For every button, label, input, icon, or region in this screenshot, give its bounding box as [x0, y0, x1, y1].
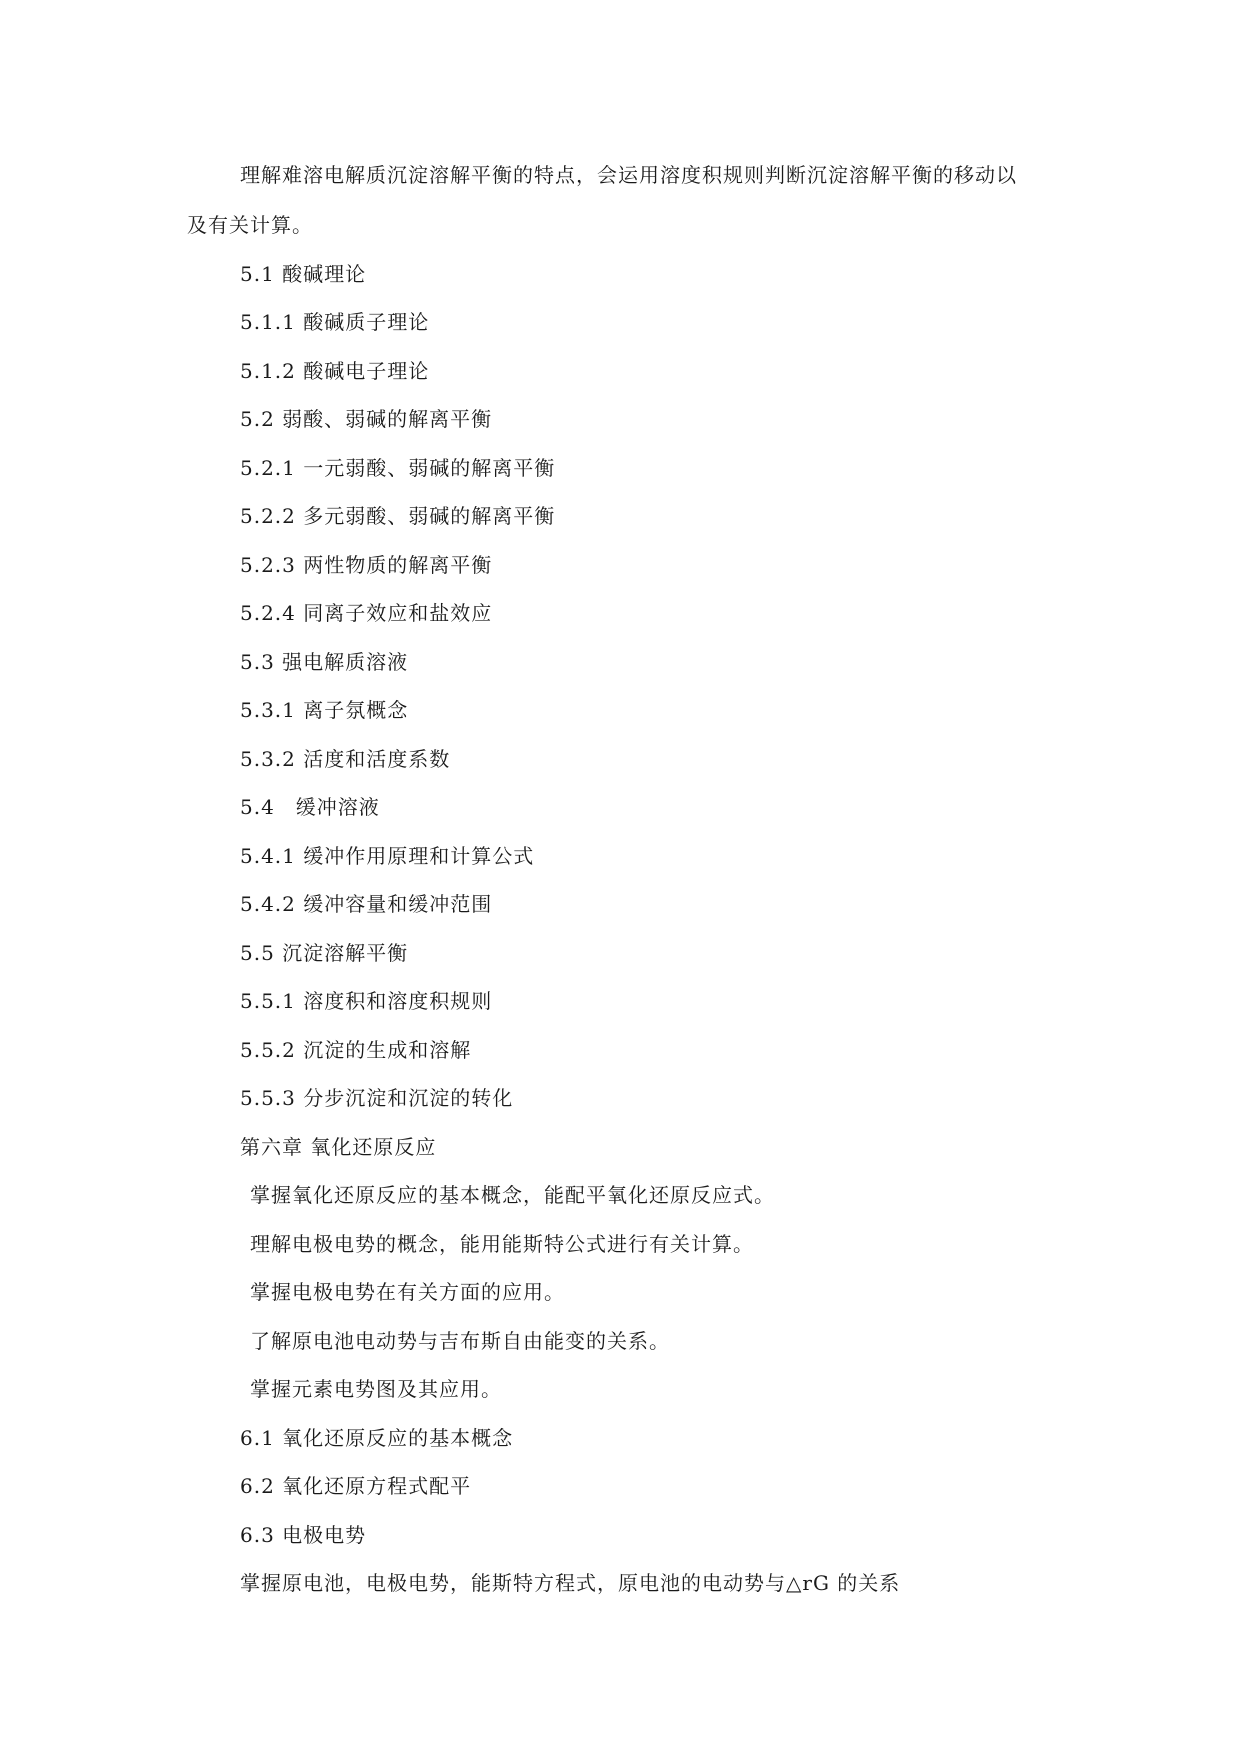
section-heading-6-2: 6.2 氧化还原方程式配平 [240, 1474, 472, 1498]
objective-line-1: 掌握氧化还原反应的基本概念，能配平氧化还原反应式。 [250, 1183, 775, 1207]
subsection-heading-5-4-1: 5.4.1 缓冲作用原理和计算公式 [240, 844, 535, 868]
subsection-heading-5-5-3: 5.5.3 分步沉淀和沉淀的转化 [240, 1086, 514, 1110]
objective-line-2: 理解电极电势的概念，能用能斯特公式进行有关计算。 [250, 1232, 754, 1256]
subsection-heading-5-5-1: 5.5.1 溶度积和溶度积规则 [240, 989, 493, 1013]
subsection-heading-5-3-2: 5.3.2 活度和活度系数 [240, 747, 451, 771]
section-heading-5-4: 5.4 缓冲溶液 [240, 795, 380, 819]
subsection-heading-5-2-1: 5.2.1 一元弱酸、弱碱的解离平衡 [240, 456, 556, 480]
chapter-heading-6: 第六章 氧化还原反应 [240, 1135, 437, 1159]
objective-line-4: 了解原电池电动势与吉布斯自由能变的关系。 [250, 1329, 670, 1353]
subsection-heading-5-2-4: 5.2.4 同离子效应和盐效应 [240, 601, 493, 625]
section-heading-6-3: 6.3 电极电势 [240, 1523, 367, 1547]
subsection-heading-5-1-1: 5.1.1 酸碱质子理论 [240, 310, 430, 334]
paragraph-line-2: 及有关计算。 [187, 213, 313, 237]
subsection-heading-5-2-3: 5.2.3 两性物质的解离平衡 [240, 553, 493, 577]
objective-line-5: 掌握元素电势图及其应用。 [250, 1377, 502, 1401]
section-heading-5-3: 5.3 强电解质溶液 [240, 650, 409, 674]
section-heading-5-2: 5.2 弱酸、弱碱的解离平衡 [240, 407, 493, 431]
section-heading-5-1: 5.1 酸碱理论 [240, 262, 367, 286]
paragraph-line-final: 掌握原电池，电极电势，能斯特方程式，原电池的电动势与△rG 的关系 [240, 1571, 901, 1595]
subsection-heading-5-4-2: 5.4.2 缓冲容量和缓冲范围 [240, 892, 493, 916]
section-heading-5-5: 5.5 沉淀溶解平衡 [240, 941, 409, 965]
section-heading-6-1: 6.1 氧化还原反应的基本概念 [240, 1426, 514, 1450]
subsection-heading-5-1-2: 5.1.2 酸碱电子理论 [240, 359, 430, 383]
paragraph-line-1: 理解难溶电解质沉淀溶解平衡的特点，会运用溶度积规则判断沉淀溶解平衡的移动以 [240, 163, 1017, 187]
subsection-heading-5-5-2: 5.5.2 沉淀的生成和溶解 [240, 1038, 472, 1062]
subsection-heading-5-3-1: 5.3.1 离子氛概念 [240, 698, 409, 722]
objective-line-3: 掌握电极电势在有关方面的应用。 [250, 1280, 565, 1304]
subsection-heading-5-2-2: 5.2.2 多元弱酸、弱碱的解离平衡 [240, 504, 556, 528]
